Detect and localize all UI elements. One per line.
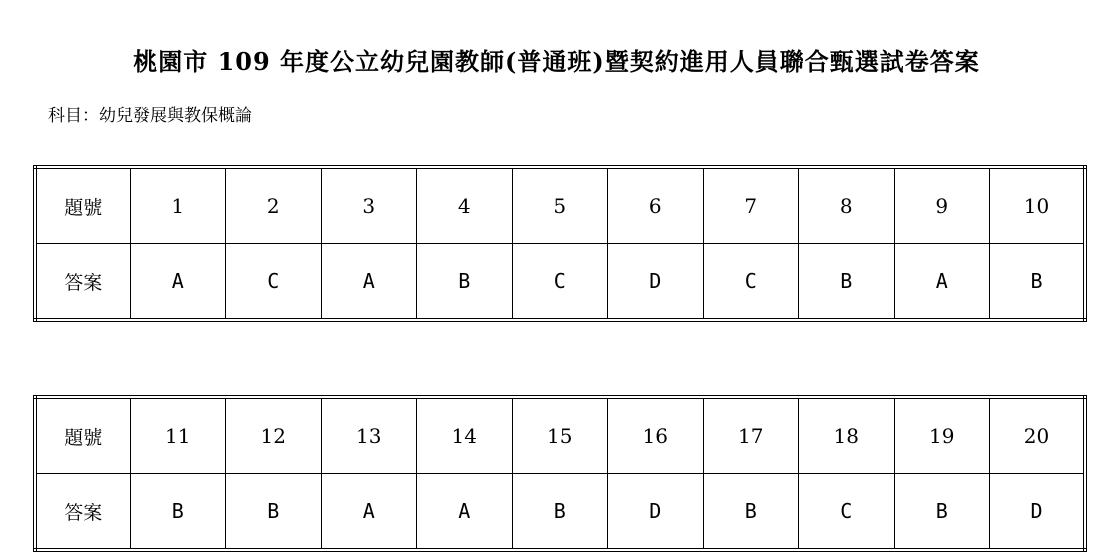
question-number: 10: [990, 167, 1086, 244]
answer-cell: D: [990, 474, 1086, 551]
answer-row: [35, 244, 1085, 321]
question-number: 15: [512, 397, 608, 474]
number-row-label: 題號: [35, 167, 130, 244]
question-number: 14: [417, 397, 513, 474]
question-number: 9: [894, 167, 990, 244]
answer-table-2: [33, 395, 1087, 552]
answer-cell: B: [799, 244, 895, 321]
question-number: 5: [512, 167, 608, 244]
answer-table-1: [33, 165, 1087, 322]
question-number: 2: [226, 167, 322, 244]
answer-cell: A: [321, 244, 417, 321]
subject-line: 科目：幼兒發展與教保概論: [48, 106, 252, 126]
question-number: 20: [990, 397, 1086, 474]
answer-cell: B: [512, 474, 608, 551]
question-number-row: [35, 167, 1085, 244]
question-number: 7: [703, 167, 799, 244]
answer-row-label: 答案: [35, 474, 130, 551]
answer-cell: C: [226, 244, 322, 321]
answer-cell: C: [703, 244, 799, 321]
answer-cell: A: [894, 244, 990, 321]
number-row-label: 題號: [35, 397, 130, 474]
answer-cell: C: [512, 244, 608, 321]
question-number: 12: [226, 397, 322, 474]
question-number: 17: [703, 397, 799, 474]
question-number: 16: [608, 397, 704, 474]
question-number: 1: [130, 167, 226, 244]
answer-cell: D: [608, 244, 704, 321]
question-number-row: [35, 397, 1085, 474]
answer-cell: A: [321, 474, 417, 551]
question-number: 19: [894, 397, 990, 474]
answer-cell: B: [130, 474, 226, 551]
answer-cell: B: [226, 474, 322, 551]
answer-row: [35, 474, 1085, 551]
answer-cell: A: [417, 474, 513, 551]
answer-cell: D: [608, 474, 704, 551]
question-number: 3: [321, 167, 417, 244]
answer-cell: B: [990, 244, 1086, 321]
question-number: 4: [417, 167, 513, 244]
page-title: 桃園市 109 年度公立幼兒園教師(普通班)暨契約進用人員聯合甄選試卷答案: [133, 47, 980, 76]
question-number: 13: [321, 397, 417, 474]
question-number: 6: [608, 167, 704, 244]
question-number: 8: [799, 167, 895, 244]
answer-cell: C: [799, 474, 895, 551]
answer-cell: B: [417, 244, 513, 321]
question-number: 11: [130, 397, 226, 474]
answer-cell: B: [894, 474, 990, 551]
answer-row-label: 答案: [35, 244, 130, 321]
answer-cell: B: [703, 474, 799, 551]
question-number: 18: [799, 397, 895, 474]
answer-cell: A: [130, 244, 226, 321]
